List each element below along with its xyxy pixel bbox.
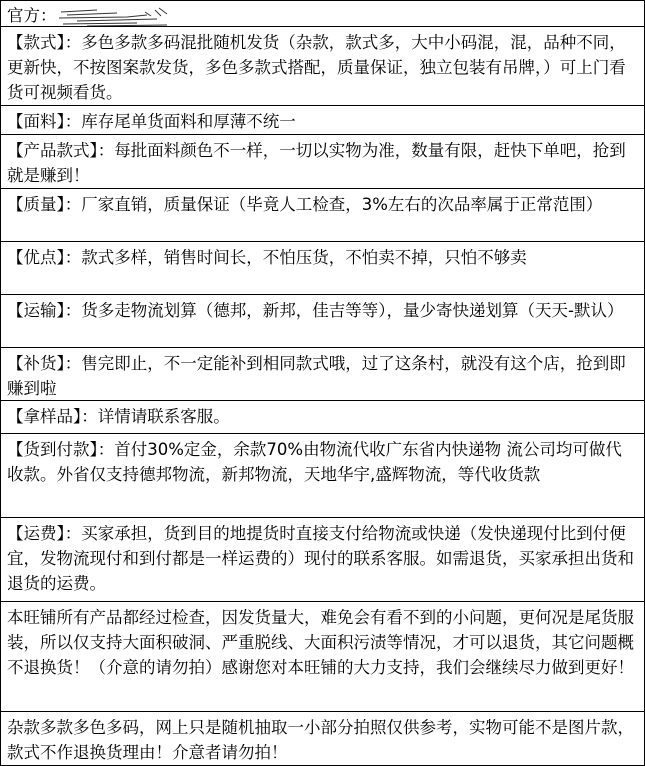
redacted-scribble-icon (57, 6, 177, 28)
product-style-label: 【产品款式】 (7, 141, 98, 160)
official-label: 官方： (7, 6, 57, 25)
advantage-label: 【优点】 (7, 248, 65, 267)
disclaimer-text: 杂款多款多色多码，网上只是随机抽取一小部分拍照仅供参考，实物可能不是图片款，款式不作退换货理由！介意者请勿拍！ (7, 718, 634, 762)
freight-label: 【运费】 (7, 524, 65, 543)
cod-text: ：首付30%定金，余款70%由物流代收广东省内快递物 流公司均可做代 收款。外省仅支持德邦物流，新邦物流，天地华宇,盛辉物流，等代收货款 (7, 440, 622, 484)
product-style-text: ：每批面料颜色不一样，一切以实物为准，数量有限，赶快下单吧，抢到就是赚到！ (7, 141, 626, 185)
cod-label: 【货到付款】 (7, 440, 98, 459)
restock-row (1, 348, 644, 401)
shipping-text: ：货多走物流划算（德邦，新邦，佳吉等等），量少寄快递划算（天天-默认） (64, 301, 624, 320)
return-policy-row (1, 602, 644, 712)
return-policy-text: 本旺铺所有产品都经过检查，因发货量大，难免会有看不到的小问题，更何况是尾货服装，所以仅支持大面积破洞、严重脱线、大面积污渍等情况，才可以退货，其它问题概不退换货！（介意的请勿拍）感谢您对本旺铺的大力支持，我们会继续尽力做到更好！ (7, 608, 634, 677)
style-row (1, 27, 644, 106)
disclaimer-row (1, 712, 644, 766)
sample-row (1, 401, 644, 434)
sample-label: 【拿样品】 (7, 407, 82, 426)
restock-text: ：售完即止，不一定能补到相同款式哦，过了这条村，就没有这个店，抢到即赚到啦 (7, 354, 626, 398)
fabric-label: 【面料】 (7, 112, 65, 131)
advantage-row (1, 242, 644, 295)
freight-text: ：买家承担，货到目的地提货时直接支付给物流或快递（发快递现付比到付便宜，发物流现付和到付都是一样运费的）现付的联系客服。如需退货，买家承担出货和退货的运费。 (7, 524, 634, 593)
quality-text: ：厂家直销，质量保证（毕竟人工检查，3%左右的次品率属于正常范围） (64, 195, 603, 214)
freight-row (1, 518, 644, 602)
advantage-text: ：款式多样，销售时间长，不怕压货，不怕卖不掉，只怕不够卖 (64, 248, 527, 267)
restock-label: 【补货】 (7, 354, 65, 373)
product-style-row (1, 135, 644, 189)
fabric-row (1, 106, 644, 135)
quality-row (1, 189, 644, 242)
official-row (1, 0, 644, 27)
shipping-row (1, 295, 644, 348)
shipping-label: 【运输】 (7, 301, 65, 320)
style-label: 【款式】 (7, 33, 65, 52)
fabric-text: ：库存尾单货面料和厚薄不统一 (64, 112, 296, 131)
style-text: ：多色多款多码混批随机发货（杂款，款式多，大中小码混，混，品种不同，更新快，不按图案款发货，多色多款式搭配，质量保证，独立包装有吊牌，）可上门看货可视频看货。 (7, 33, 626, 102)
cod-row (1, 434, 644, 518)
sample-text: ：详情请联系客服。 (81, 407, 230, 426)
quality-label: 【质量】 (7, 195, 65, 214)
